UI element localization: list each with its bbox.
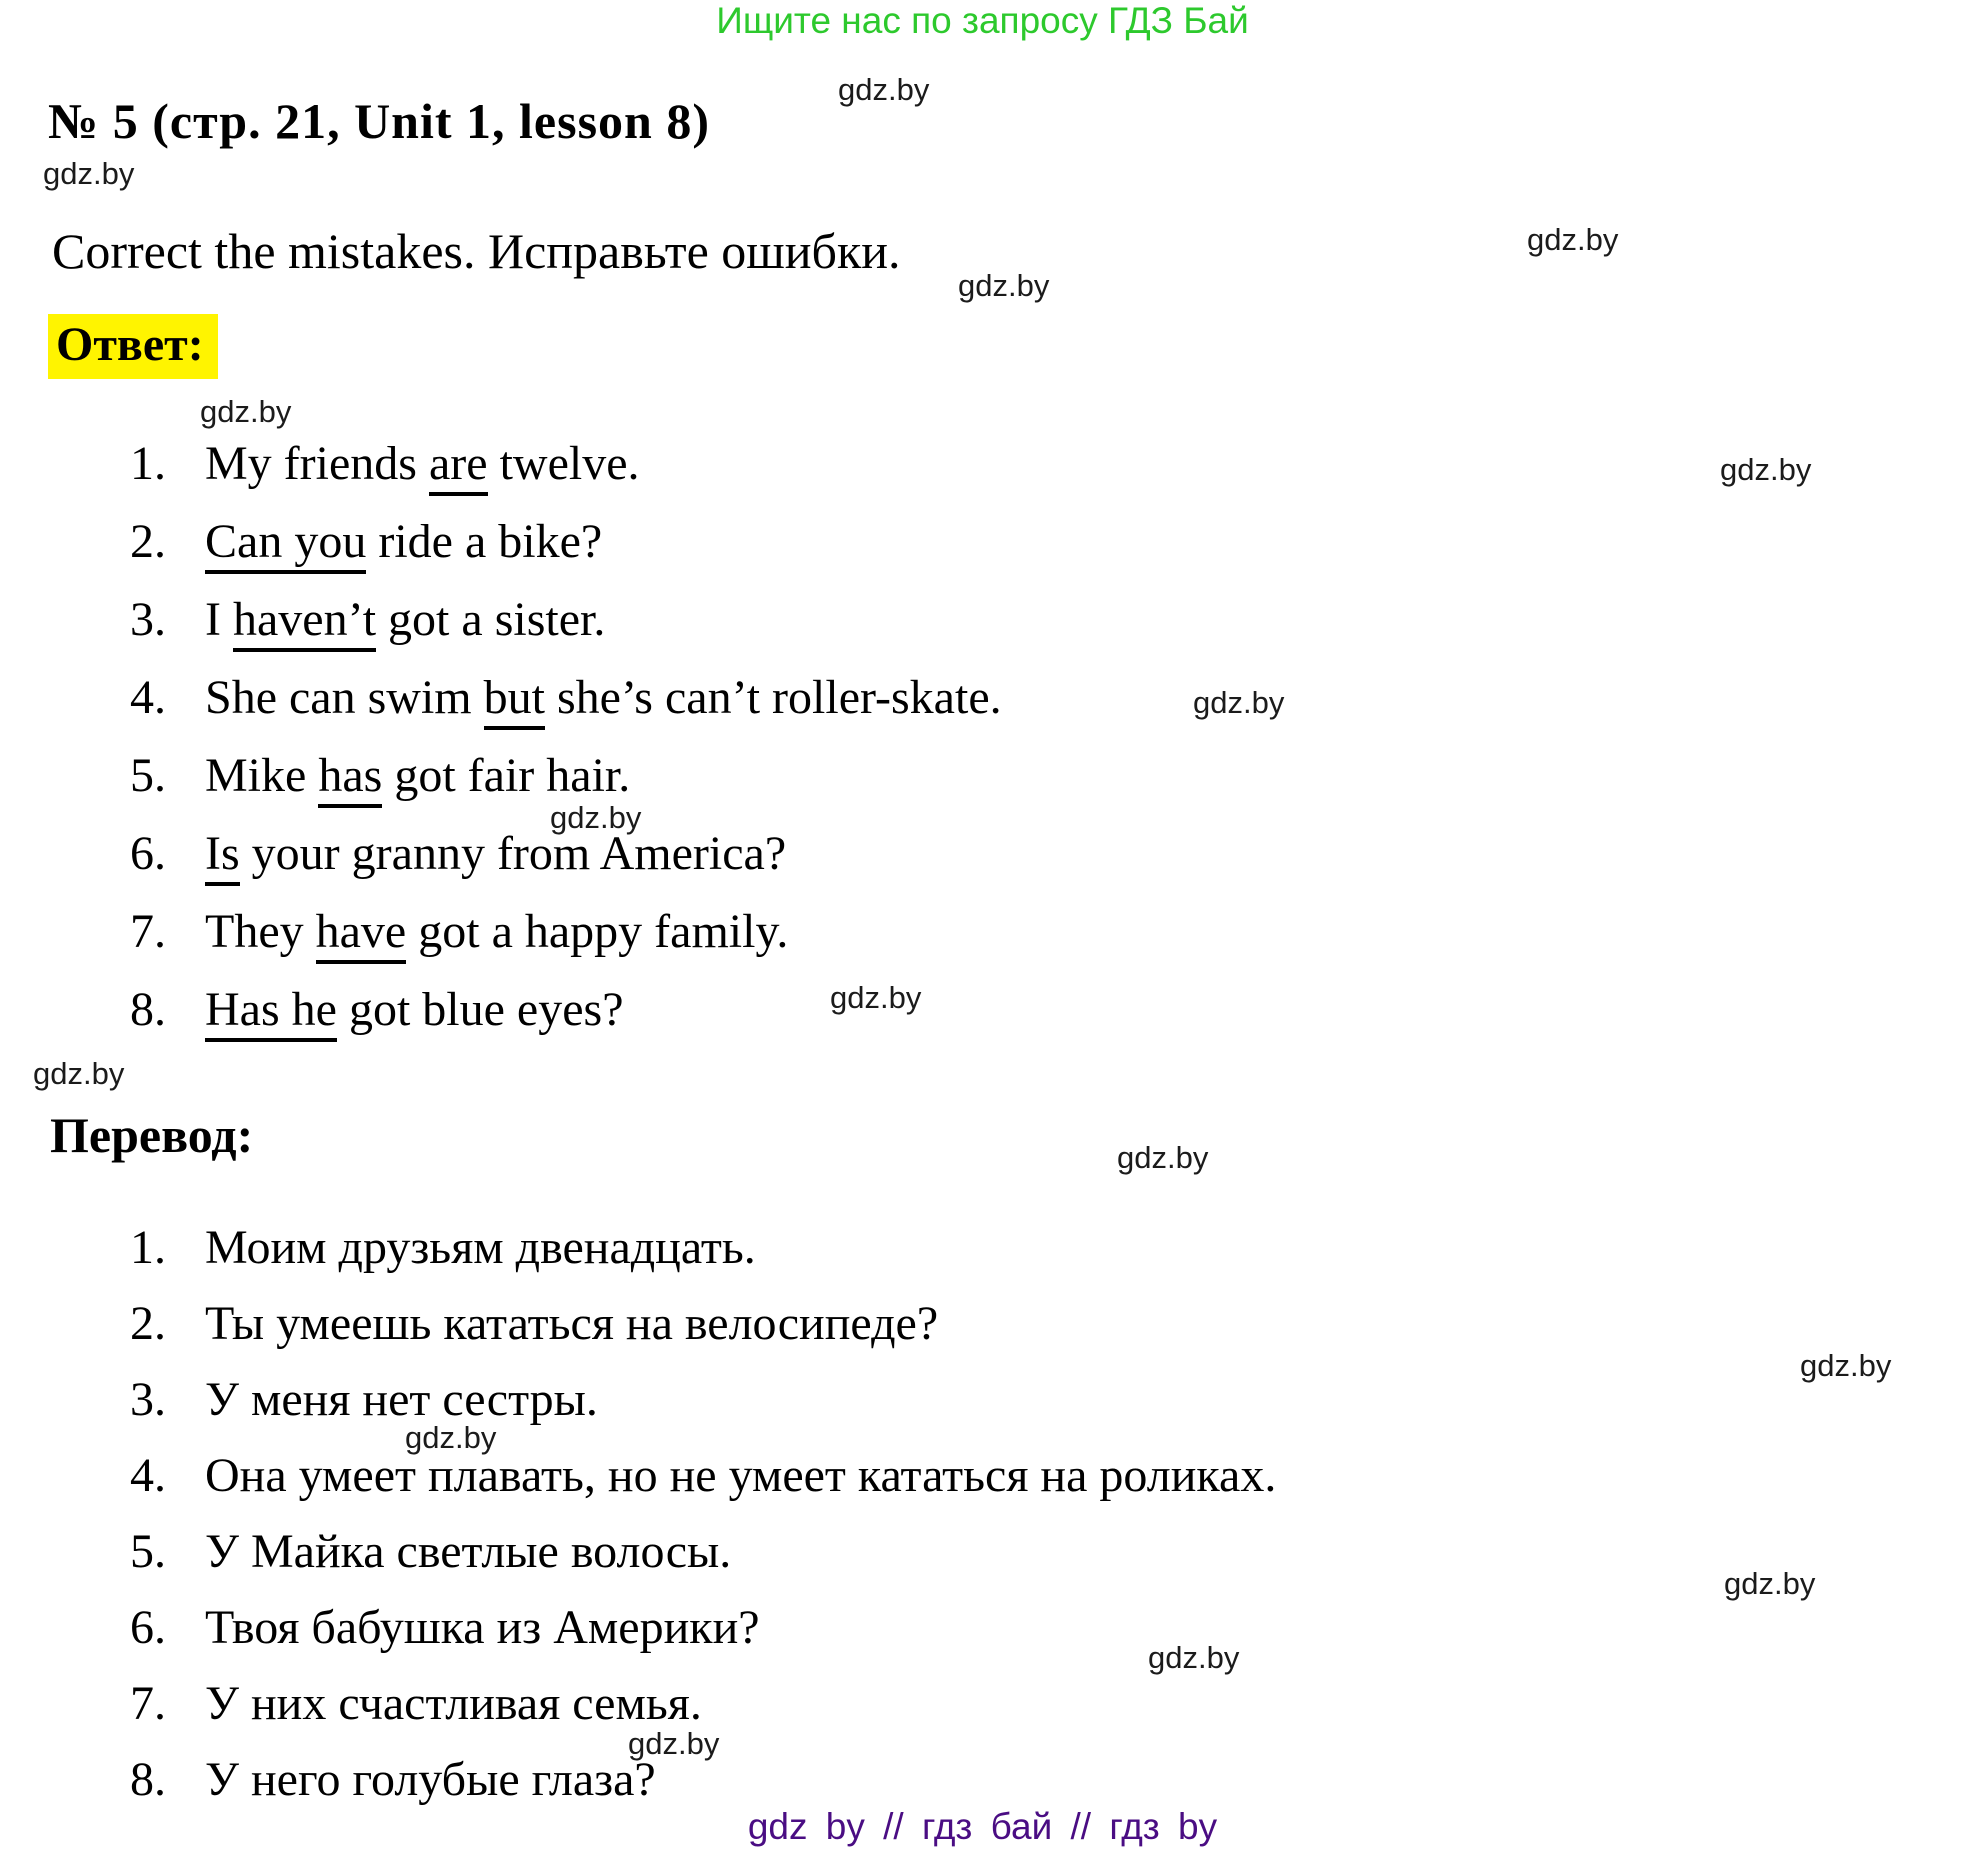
translation-item xyxy=(130,1437,1276,1513)
list-item-text: Mike has got fair hair. xyxy=(205,748,630,803)
page-title: № 5 (стр. 21, Unit 1, lesson 8) xyxy=(48,93,710,149)
list-item-text: У Майка светлые волосы. xyxy=(205,1524,732,1578)
answer-item xyxy=(130,892,1002,970)
gdz-watermark: gdz.by xyxy=(628,1726,720,1761)
translation-item xyxy=(130,1513,1276,1589)
list-item-text: Твоя бабушка из Америки? xyxy=(205,1600,760,1654)
list-item-text: My friends are twelve. xyxy=(205,436,640,491)
list-item-text: У него голубые глаза? xyxy=(205,1752,656,1806)
gdz-watermark: gdz.by xyxy=(200,394,292,429)
list-item-number: 6. xyxy=(130,826,166,880)
list-item-number: 4. xyxy=(130,1448,166,1502)
underlined-correction: haven’t xyxy=(233,593,376,652)
list-item-number: 7. xyxy=(130,1676,166,1730)
answer-item xyxy=(130,658,1002,736)
gdz-watermark: gdz.by xyxy=(1800,1348,1892,1383)
list-item-number: 3. xyxy=(130,1372,166,1426)
task-instruction: Correct the mistakes. Исправьте ошибки. xyxy=(52,223,901,279)
gdz-watermark: gdz.by xyxy=(838,72,930,107)
gdz-watermark: gdz.by xyxy=(550,800,642,835)
list-item-number: 8. xyxy=(130,1752,166,1806)
list-item-text: Она умеет плавать, но не умеет кататься на роликах. xyxy=(205,1448,1277,1502)
underlined-correction: Has he xyxy=(205,983,337,1042)
list-item-number: 2. xyxy=(130,1296,166,1350)
list-item-text: Моим друзьям двенадцать. xyxy=(205,1220,756,1274)
list-item-text: Has he got blue eyes? xyxy=(205,982,624,1037)
answer-list xyxy=(130,424,1002,1048)
underlined-correction: has xyxy=(318,749,382,808)
underlined-correction: but xyxy=(484,671,545,730)
gdz-watermark: gdz.by xyxy=(830,980,922,1015)
translation-section-label: Перевод: xyxy=(50,1107,254,1163)
list-item-text: Ты умеешь кататься на велосипеде? xyxy=(205,1296,939,1350)
list-item-text: У меня нет сестры. xyxy=(205,1372,598,1426)
gdz-watermark: gdz.by xyxy=(1148,1640,1240,1675)
underlined-correction: have xyxy=(316,905,407,964)
translation-item xyxy=(130,1361,1276,1437)
gdz-watermark: gdz.by xyxy=(1724,1566,1816,1601)
list-item-text: They have got a happy family. xyxy=(205,904,788,959)
list-item-number: 5. xyxy=(130,1524,166,1578)
list-item-number: 2. xyxy=(130,514,166,568)
list-item-text: I haven’t got a sister. xyxy=(205,592,605,647)
gdz-watermark: gdz.by xyxy=(1193,685,1285,720)
gdz-watermark: gdz.by xyxy=(405,1420,497,1455)
underlined-correction: Can you xyxy=(205,515,366,574)
list-item-number: 1. xyxy=(130,1220,166,1274)
list-item-number: 5. xyxy=(130,748,166,802)
list-item-text: Is your granny from America? xyxy=(205,826,786,881)
translation-item xyxy=(130,1589,1276,1665)
promo-banner: Ищите нас по запросу ГДЗ Бай xyxy=(716,0,1249,41)
underlined-correction: Is xyxy=(205,827,240,886)
underlined-correction: are xyxy=(429,437,488,496)
gdz-watermark: gdz.by xyxy=(1720,452,1812,487)
list-item-text: She can swim but she’s can’t roller-skate. xyxy=(205,670,1002,725)
gdz-watermark: gdz.by xyxy=(958,268,1050,303)
answer-item xyxy=(130,424,1002,502)
translation-item xyxy=(130,1285,1276,1361)
translation-item xyxy=(130,1209,1276,1285)
answer-section-label: Ответ: xyxy=(48,314,218,379)
list-item-number: 4. xyxy=(130,670,166,724)
gdz-watermark: gdz.by xyxy=(33,1056,125,1091)
footer-sites: gdz by // гдз бай // гдз by xyxy=(747,1806,1218,1847)
gdz-watermark: gdz.by xyxy=(43,156,135,191)
answer-item xyxy=(130,502,1002,580)
answer-item xyxy=(130,580,1002,658)
gdz-watermark: gdz.by xyxy=(1527,222,1619,257)
list-item-text: У них счастливая семья. xyxy=(205,1676,702,1730)
gdz-watermark: gdz.by xyxy=(1117,1140,1209,1175)
list-item-number: 8. xyxy=(130,982,166,1036)
list-item-text: Can you ride a bike? xyxy=(205,514,602,569)
list-item-number: 3. xyxy=(130,592,166,646)
list-item-number: 7. xyxy=(130,904,166,958)
list-item-number: 1. xyxy=(130,436,166,490)
list-item-number: 6. xyxy=(130,1600,166,1654)
